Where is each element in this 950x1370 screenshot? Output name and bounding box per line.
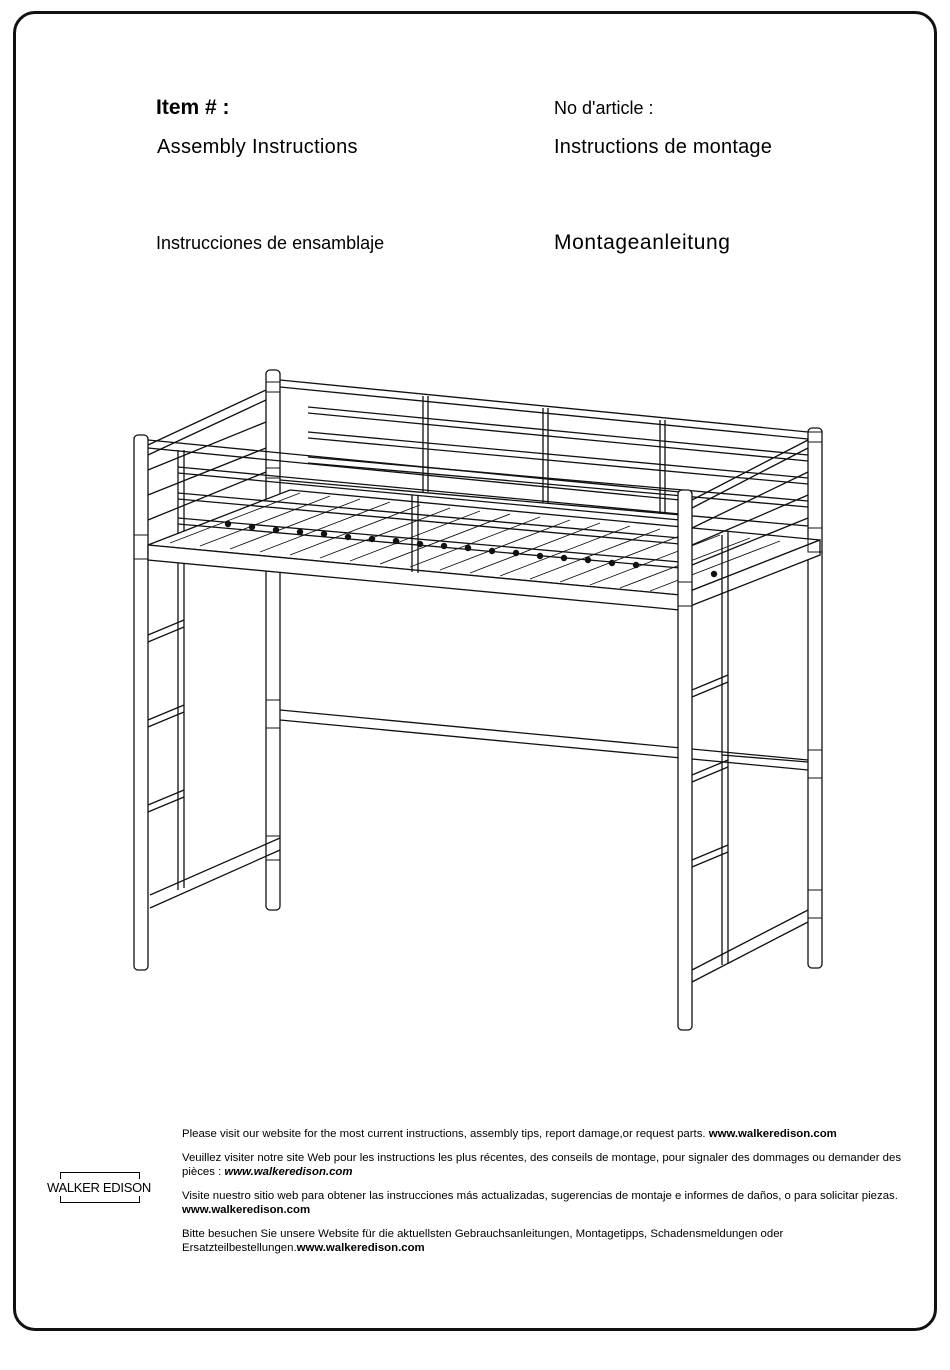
website-link-es[interactable]: www.walkeredison.com bbox=[182, 1204, 311, 1216]
note-fr: Veuillez visiter notre site Web pour les instructions les plus récentes, des conseils de montage, pour signaler des dommages ou demander des pièces : www.walkeredison.com bbox=[182, 1152, 902, 1178]
loft-bed-icon bbox=[120, 360, 840, 1040]
note-en: Please visit our website for the most current instructions, assembly tips, report damage,or request parts. www.walkeredison.com bbox=[182, 1128, 837, 1140]
assembly-instructions-en: Assembly Instructions bbox=[157, 136, 358, 158]
note-de: Bitte besuchen Sie unsere Website für die aktuellsten Gebrauchsanleitungen, Montagetipps, Schadensmeldungen oder Ersatzteilbestellungen.www.walkeredison.com bbox=[182, 1228, 784, 1254]
assembly-instructions-fr: Instructions de montage bbox=[554, 136, 773, 158]
assembly-instructions-de: Montageanleitung bbox=[554, 231, 731, 254]
note-es: Visite nuestro sitio web para obtener las instrucciones más actualizadas, sugerencias de montaje e informes de daños, o para solicitar piezas. www.walkeredison.com bbox=[182, 1190, 898, 1216]
item-number-label: Item # : bbox=[156, 96, 230, 119]
walker-edison-logo bbox=[40, 1172, 160, 1204]
website-link-de[interactable]: www.walkeredison.com bbox=[296, 1242, 425, 1254]
assembly-instructions-es: Instrucciones de ensamblaje bbox=[156, 233, 385, 253]
website-link-fr[interactable]: www.walkeredison.com bbox=[224, 1166, 353, 1178]
website-link-en[interactable]: www.walkeredison.com bbox=[708, 1128, 837, 1140]
article-number-fr: No d'article : bbox=[554, 98, 654, 118]
website-notes bbox=[182, 1127, 910, 1265]
logo-text: WALKER EDISON bbox=[47, 1180, 151, 1195]
